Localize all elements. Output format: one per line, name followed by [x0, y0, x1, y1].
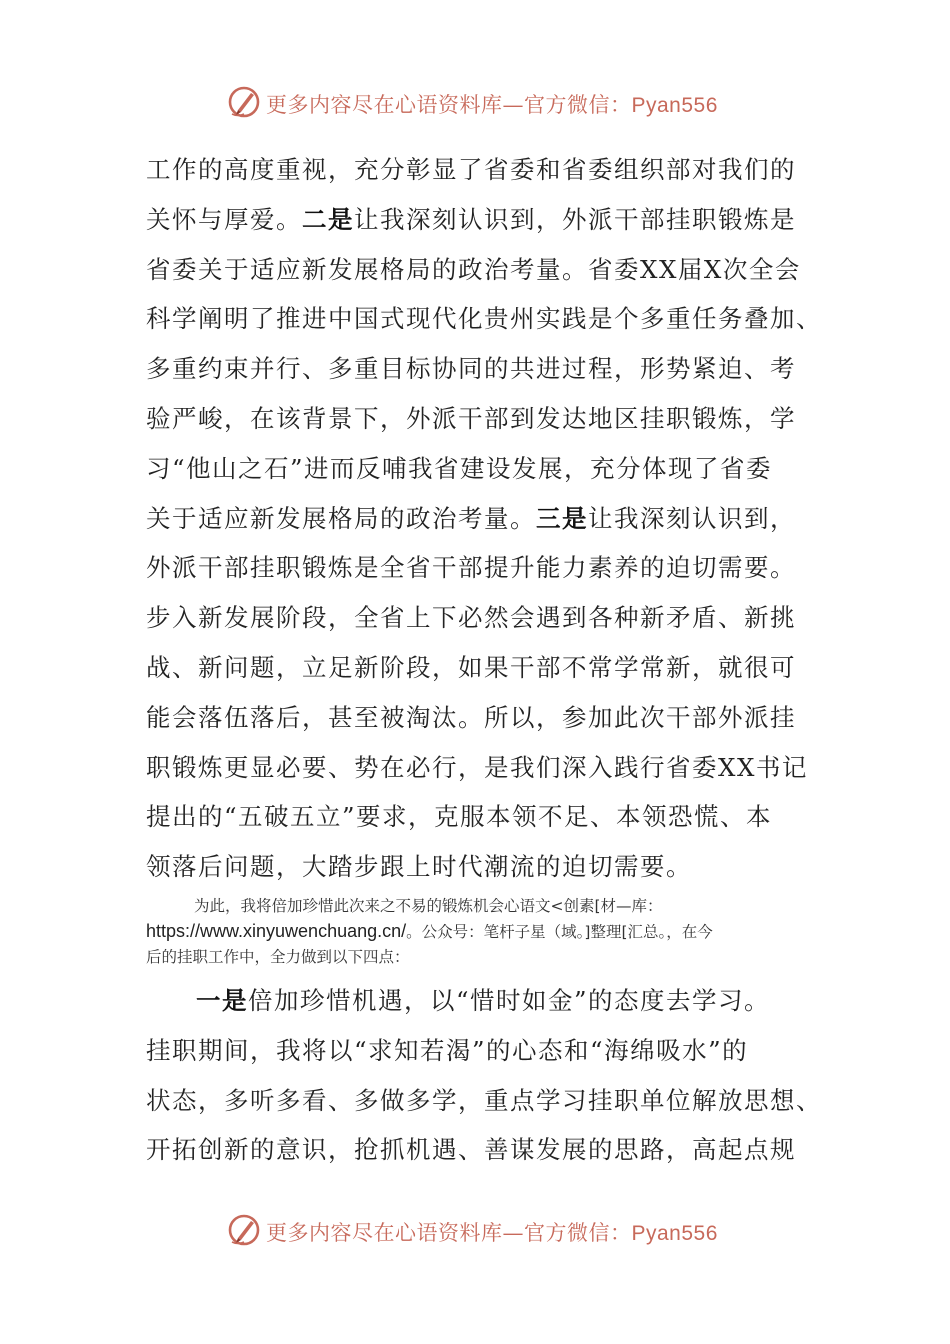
text-line [146, 444, 806, 494]
small-text-line: 后的挂职工作中，全力做到以下四点： [146, 947, 410, 966]
website-url: https://www.xinyuwenchuang.cn/ [146, 920, 407, 941]
bold-keyword: 三是 [536, 503, 588, 533]
banner-text: 更多内容尽在心语资料库—官方微信：Pyan556 [266, 1221, 718, 1245]
text-segment: 多重约束并行、多重目标协同的共进过程，形势紧迫、考 [146, 354, 796, 384]
text-segment: 省委关于适应新发展格局的政治考量。省委XX届X次全会 [146, 254, 801, 284]
text-segment: 关于适应新发展格局的政治考量。 [146, 503, 536, 533]
text-segment: 开拓创新的意识，抢抓机遇、善谋发展的思路，高起点规 [146, 1135, 796, 1165]
text-line [146, 245, 806, 295]
text-line [146, 593, 806, 643]
text-segment: 让我深刻认识到，外派干部挂职锻炼是 [354, 204, 796, 234]
paragraph-1 [146, 145, 822, 892]
text-line [146, 743, 806, 793]
small-text-line: https://www.xinyuwenchuang.cn/。公众号：笔杆子星（域。]整理[汇总。，在今 [146, 920, 713, 941]
banner-handle: Pyan556 [631, 1222, 718, 1245]
text-segment: 状态，多听多看、多做多学，重点学习挂职单位解放思想、 [146, 1085, 822, 1115]
bold-keyword: 二是 [302, 204, 354, 234]
text-line [146, 643, 806, 693]
banner-text: 更多内容尽在心语资料库—官方微信：Pyan556 [266, 93, 718, 117]
text-line [146, 1076, 822, 1126]
pen-circle-logo-icon [226, 1212, 262, 1248]
small-text-paragraph [146, 894, 806, 970]
banner-handle: Pyan556 [631, 94, 718, 117]
text-segment: 挂职期间，我将以“求知若渴”的心态和“海绵吸水”的 [146, 1035, 749, 1065]
text-line [146, 1026, 806, 1076]
text-segment: 习“他山之石”进而反哺我省建设发展，充分体现了省委 [146, 453, 773, 483]
text-segment: 外派干部挂职锻炼是全省干部提升能力素养的迫切需要。 [146, 553, 796, 583]
footer-banner [0, 1210, 950, 1250]
pen-circle-logo-icon [226, 84, 262, 120]
text-segment: 步入新发展阶段，全省上下必然会遇到各种新矛盾、新挑 [146, 603, 796, 633]
small-text-line: 为此，我将倍加珍惜此次来之不易的锻炼机会心语文<创素[材—库： [194, 896, 663, 915]
text-line [146, 145, 806, 195]
bold-keyword: 一是 [196, 985, 248, 1015]
text-line [146, 344, 806, 394]
header-banner [0, 82, 950, 122]
text-line [146, 394, 806, 444]
text-line [146, 976, 806, 1026]
text-segment: 科学阐明了推进中国式现代化贵州实践是个多重任务叠加、 [146, 304, 822, 334]
document-body [146, 145, 822, 1175]
text-segment: 让我深刻认识到， [588, 503, 796, 533]
text-line [146, 195, 806, 245]
text-line [146, 543, 806, 593]
text-line [146, 842, 806, 892]
text-line [146, 693, 806, 743]
text-segment: 工作的高度重视，充分彰显了省委和省委组织部对我们的 [146, 155, 796, 184]
text-segment: 能会落伍落后，甚至被淘汰。所以，参加此次干部外派挂 [146, 702, 796, 732]
text-segment: 职锻炼更显必要、势在必行，是我们深入践行省委XX书记 [146, 752, 808, 782]
text-line [146, 294, 822, 344]
text-line [146, 494, 806, 544]
text-segment: 关怀与厚爱。 [146, 204, 302, 234]
text-line [146, 1125, 806, 1175]
paragraph-2 [146, 976, 822, 1175]
text-segment: 领落后问题，大踏步跟上时代潮流的迫切需要。 [146, 852, 692, 882]
text-segment: 战、新问题，立足新阶段，如果干部不常学常新，就很可 [146, 652, 796, 682]
text-line [146, 792, 806, 842]
text-segment: 倍加珍惜机遇，以“惜时如金”的态度去学习。 [248, 985, 771, 1015]
text-segment: 提出的“五破五立”要求，克服本领不足、本领恐慌、本 [146, 802, 773, 832]
text-segment: 验严峻，在该背景下，外派干部到发达地区挂职锻炼，学 [146, 403, 796, 433]
